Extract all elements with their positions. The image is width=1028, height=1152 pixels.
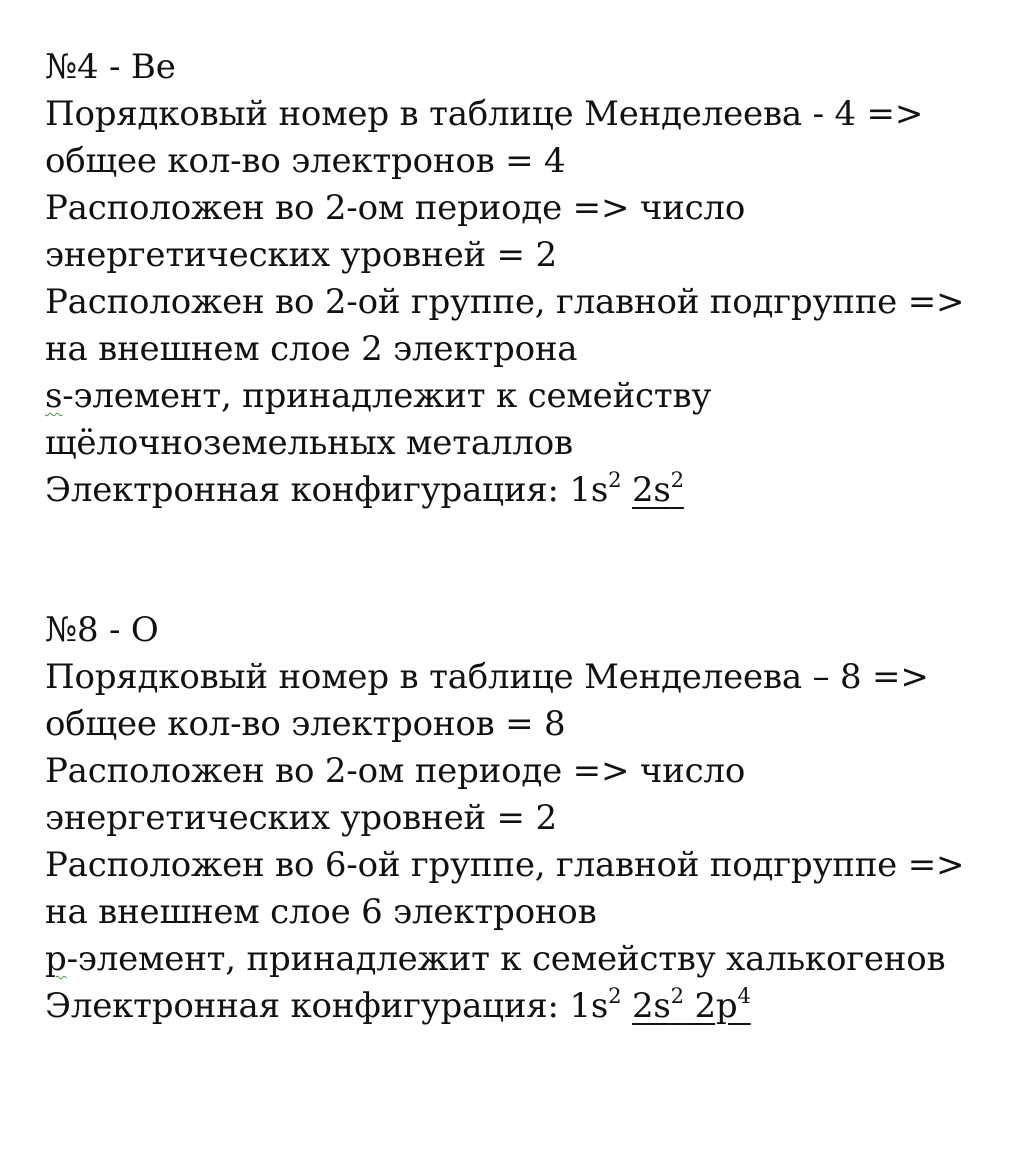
config-exponent: 2	[608, 983, 622, 1008]
config-exponent: 2	[608, 467, 622, 492]
text-line: Расположен во 2-ом периоде => число	[45, 188, 746, 228]
text-line: общее кол-во электронов = 8	[45, 704, 566, 744]
config-label: Электронная конфигурация:	[45, 986, 570, 1026]
text-line: на внешнем слое 2 электрона	[45, 329, 578, 369]
config-term: 2s	[631, 470, 671, 510]
electron-configuration	[45, 983, 1005, 1030]
config-term: 1s	[569, 986, 609, 1026]
electron-configuration	[45, 467, 1005, 514]
text-line: на внешнем слое 6 электронов	[45, 892, 597, 932]
section-oxygen	[45, 607, 1005, 1030]
section-beryllium	[45, 44, 1005, 514]
family-text: -элемент, принадлежит к семейству халькогенов	[66, 939, 946, 979]
config-exponent: 2	[670, 467, 684, 492]
config-exponent: 2	[670, 983, 684, 1008]
document-body	[45, 44, 1005, 1030]
config-label: Электронная конфигурация:	[45, 470, 570, 510]
section-title: №8 - O	[45, 610, 159, 650]
config-term: 1s	[569, 470, 609, 510]
config-term: 2p	[694, 986, 738, 1026]
text-line: Порядковый номер в таблице Менделеева - 4 =>	[45, 94, 924, 134]
spellcheck-word: p	[45, 939, 67, 979]
family-line-continued: щёлочноземельных металлов	[45, 423, 573, 463]
text-line: общее кол-во электронов = 4	[45, 141, 566, 181]
section-title: №4 - Be	[45, 47, 176, 87]
text-line: энергетических уровней = 2	[45, 235, 557, 275]
text-line: Расположен во 2-ой группе, главной подгруппе =>	[45, 282, 965, 322]
text-line: Порядковый номер в таблице Менделеева – 8 =>	[45, 657, 929, 697]
family-line	[45, 373, 1005, 420]
text-line: энергетических уровней = 2	[45, 798, 557, 838]
family-text: -элемент, принадлежит к семейству	[62, 376, 712, 416]
config-term: 2s	[631, 986, 671, 1026]
text-line: Расположен во 2-ом периоде => число	[45, 751, 746, 791]
config-underlined	[631, 983, 751, 1026]
config-exponent: 4	[737, 983, 751, 1008]
family-line	[45, 936, 1005, 983]
text-line: Расположен во 6-ой группе, главной подгруппе =>	[45, 845, 965, 885]
spellcheck-word: s	[45, 376, 63, 416]
config-underlined	[631, 467, 684, 510]
